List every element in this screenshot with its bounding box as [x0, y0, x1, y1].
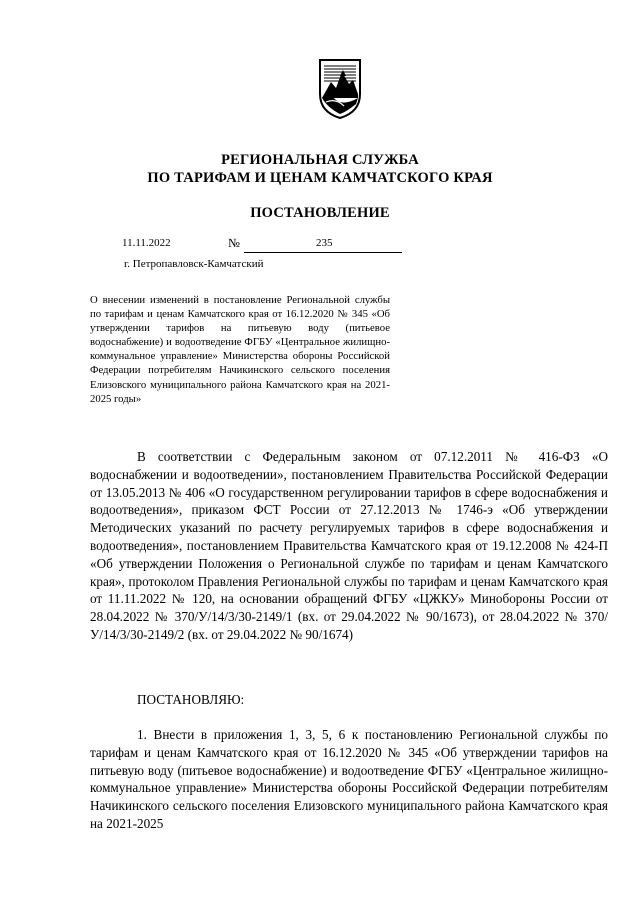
org-name-line2: ПО ТАРИФАМ И ЦЕНАМ КАМЧАТСКОГО КРАЯ [147, 170, 493, 186]
item-1-paragraph: 1. Внести в приложения 1, 3, 5, 6 к постановлению Региональной службы по тарифам и ценам Камчатского края от 16.12.2020 № 345 «Об утверждении тарифов на питьевую воду (питьевое водоснабжение) и водоотведение ФГБУ «Центральное жилищно-коммунальное управление» Министерства обороны Российской Федерации потребителям Начикинского сельского поселения Елизовского муниципального района Камчатского края на 2021-2025 [90, 727, 608, 831]
document-subject: О внесении изменений в постановление Региональной службы по тарифам и ценам Камчатского края от 16.12.2020 № 345 «Об утверждении тарифов на питьевую воду (питьевое водоснабжение) и водоотведение ФГБУ «Центральное жилищно-коммунальное управление» Министерства обороны Российской Федерации потребителям Начикинского сельского поселения Елизовского муниципального района Камчатского края на 2021-2025 годы» [90, 294, 390, 405]
number-underline [244, 252, 402, 253]
document-date: 11.11.2022 [122, 237, 171, 249]
document-type-title: ПОСТАНОВЛЕНИЕ [250, 205, 390, 221]
document-city: г. Петропавловск-Камчатский [124, 258, 264, 270]
org-name-line1: РЕГИОНАЛЬНАЯ СЛУЖБА [221, 152, 419, 168]
kamchatka-coat-of-arms-icon [316, 58, 364, 120]
decree-word: ПОСТАНОВЛЯЮ: [137, 692, 245, 707]
number-sign: № [228, 236, 240, 250]
document-number: 235 [316, 237, 333, 249]
preamble-paragraph: В соответствии с Федеральным законом от 07.12.2011 № 416-ФЗ «О водоснабжении и водоотведении», постановлением Правительства Российской Федерации от 13.05.2013 № 406 «О государственном регулировании тарифов в сфере водоснабжения и водоотведения», приказом ФСТ России от 27.12.2013 № 1746-э «Об утверждении Методических указаний по расчету регулируемых тарифов в сфере водоснабжения и водоотведения», постановлением Правительства Камчатского края от 19.12.2008 № 424-П «Об утверждении Положения о Региональной службе по тарифам и ценам Камчатского края», протоколом Правления Региональной службы по тарифам и ценам Камчатского края от 11.11.2022 № 120, на основании обращений ФГБУ «ЦЖКУ» Минобороны России от 28.04.2022 № 370/У/14/3/30-2149/1 (вх. от 29.04.2022 № 90/1673), от 28.04.2022 № 370/У/14/3/30-2149/2 (вх. от 29.04.2022 № 90/1674) [90, 449, 608, 642]
